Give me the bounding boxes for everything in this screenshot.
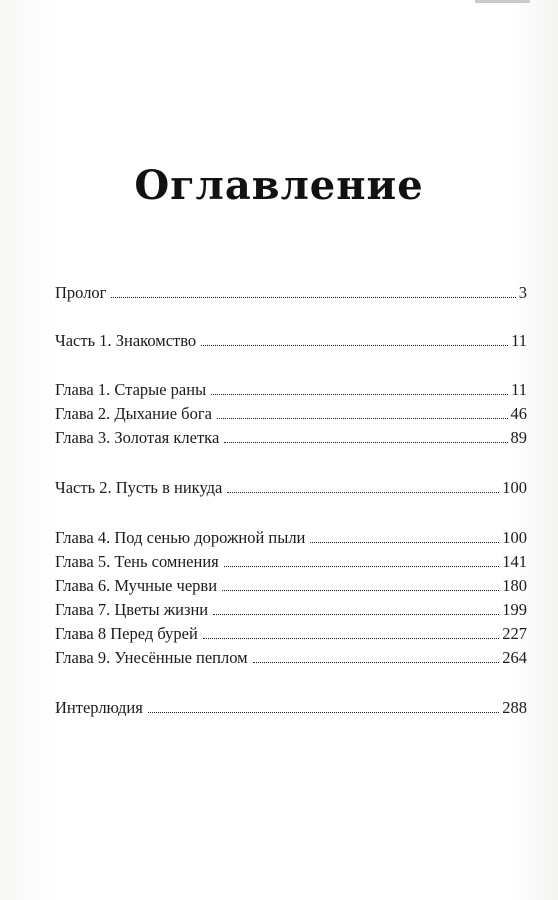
toc-part-entry — [55, 473, 527, 497]
toc-entry-label: Глава 9. Унесённые пеплом — [55, 647, 248, 667]
page-title: Оглавление — [134, 162, 424, 209]
toc-entry-label: Глава 3. Золотая клетка — [55, 427, 220, 447]
dot-leader — [203, 638, 499, 639]
toc-entry-page: 100 — [502, 477, 527, 497]
toc-entry-page: 199 — [502, 599, 527, 619]
dot-leader — [224, 442, 507, 443]
toc-entry-page: 46 — [510, 403, 527, 423]
toc-entry-label: Часть 2. Пусть в никуда — [55, 477, 223, 497]
toc-entry-label: Интерлюдия — [55, 697, 143, 717]
toc-entry-label: Глава 6. Мучные черви — [55, 575, 218, 595]
dot-leader — [222, 590, 499, 591]
dot-leader — [253, 662, 500, 663]
toc-entry — [55, 278, 527, 302]
toc-entry-label: Глава 5. Тень сомнения — [55, 551, 219, 571]
toc-entry-label: Глава 4. Под сенью дорожной пыли — [55, 527, 306, 547]
toc-entry-page: 227 — [502, 623, 527, 643]
dot-leader — [213, 614, 499, 615]
dot-leader — [217, 418, 508, 419]
dot-leader — [310, 542, 499, 543]
toc-entry — [55, 375, 527, 399]
toc-entry-page: 288 — [502, 697, 527, 717]
toc-entry — [55, 571, 527, 595]
toc-entry-page: 100 — [502, 527, 527, 547]
toc-entry-page: 11 — [511, 330, 527, 350]
toc-entry — [55, 523, 527, 547]
toc-entry-page: 3 — [518, 282, 527, 302]
toc-entry-page: 11 — [511, 379, 527, 399]
toc-entry-label: Глава 2. Дыхание бога — [55, 403, 212, 423]
dot-leader — [227, 492, 499, 493]
toc-entry-label: Глава 1. Старые раны — [55, 379, 207, 399]
toc-entry — [55, 693, 527, 717]
toc-entry-page: 264 — [502, 647, 527, 667]
toc-entry — [55, 399, 527, 423]
toc-entry-page: 141 — [502, 551, 527, 571]
dot-leader — [201, 345, 508, 346]
toc-entry-label: Глава 8 Перед бурей — [55, 623, 198, 643]
dot-leader — [224, 566, 500, 567]
toc-entry — [55, 547, 527, 571]
page-edge-mark — [475, 0, 530, 3]
dot-leader — [111, 297, 515, 298]
toc-entry — [55, 423, 527, 447]
toc-entry-page: 180 — [502, 575, 527, 595]
toc-entry-label: Пролог — [55, 282, 107, 302]
toc-entry — [55, 595, 527, 619]
toc-entry — [55, 619, 527, 643]
dot-leader — [148, 712, 499, 713]
toc-entry-label: Глава 7. Цветы жизни — [55, 599, 209, 619]
toc-entry-label: Часть 1. Знакомство — [55, 330, 197, 350]
toc-entry — [55, 643, 527, 667]
toc-part-entry — [55, 326, 527, 350]
toc-entry-page: 89 — [510, 427, 527, 447]
dot-leader — [211, 394, 508, 395]
